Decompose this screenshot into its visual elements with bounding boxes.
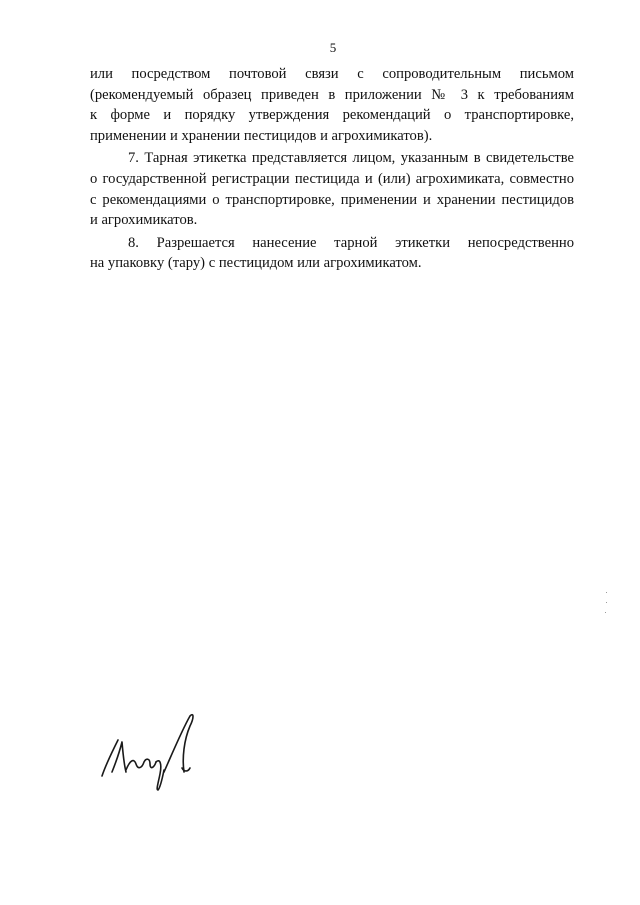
text-line: к форме и порядку утверждения рекомендаций о транспортировке, — [90, 107, 574, 124]
handwritten-signature-icon — [98, 710, 208, 800]
document-body — [90, 64, 574, 274]
page-number: 5 — [329, 40, 337, 55]
scan-artifact — [606, 592, 607, 593]
text-line: о государственной регистрации пестицида и (или) агрохимиката, совместно — [90, 170, 574, 187]
text-line: на упаковку (тару) с пестицидом или агрохимикатом. — [90, 255, 422, 272]
text-line: 7. Тарная этикетка представляется лицом, указанным в свидетельстве — [128, 150, 574, 167]
scan-artifact — [605, 612, 606, 613]
text-line: 8. Разрешается нанесение тарной этикетки непосредственно — [128, 234, 574, 251]
text-line: с рекомендациями о транспортировке, применении и хранении пестицидов — [90, 191, 574, 208]
text-line: применении и хранении пестицидов и агрохимикатов). — [90, 127, 433, 144]
paragraph-continuation — [90, 64, 574, 146]
text-line: и агрохимикатов. — [90, 212, 198, 229]
text-line: (рекомендуемый образец приведен в приложении № 3 к требованиям — [90, 86, 574, 103]
text-line: или посредством почтовой связи с сопроводительным письмом — [90, 66, 574, 82]
scan-artifact — [606, 602, 607, 603]
paragraph-7 — [90, 148, 574, 230]
paragraph-8 — [90, 233, 574, 274]
